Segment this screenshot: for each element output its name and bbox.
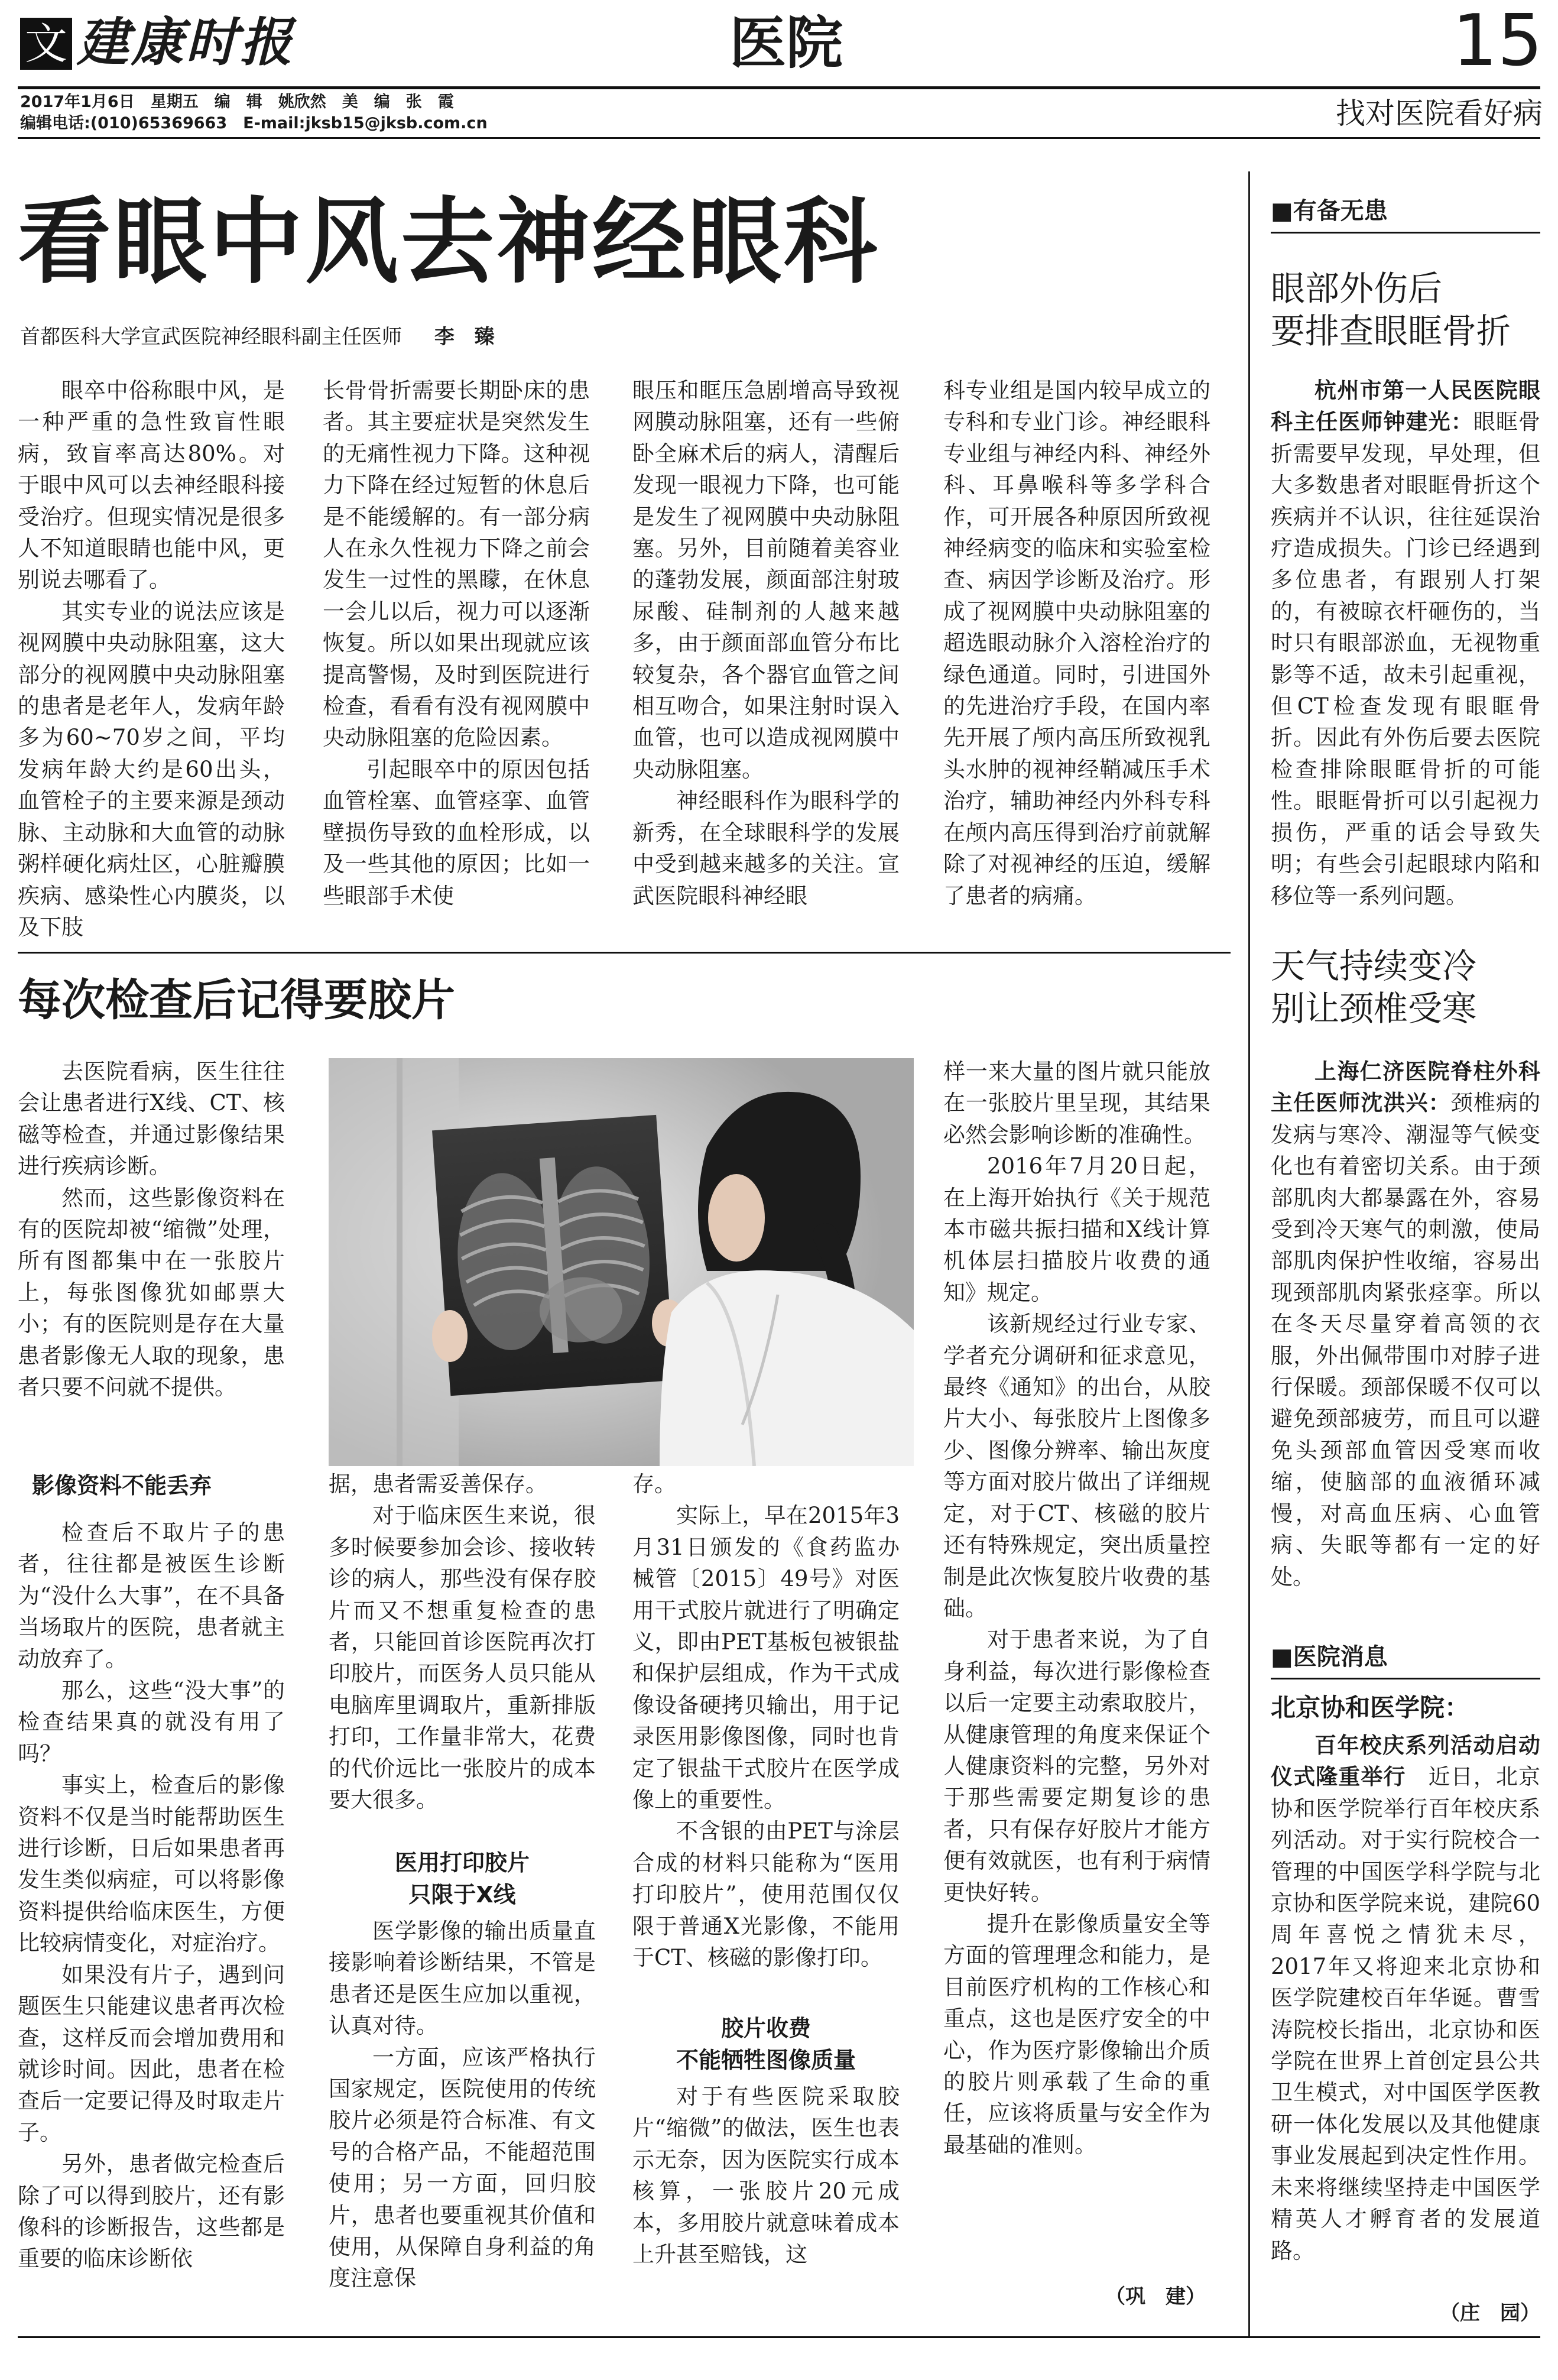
film-paragraph: 对于临床医生来说，很多时候要参加会诊、接收转诊的病人，那些没有保存胶片而又不想重复检查的患者，只能回首诊医院再次打印胶片，而医务人员只能从电脑库里调取片，重新排版打印，工作量非常大，花费的代价远比一张胶片的成本要大很多。 [329, 1503, 596, 1813]
sidebar-item1-body [1271, 375, 1540, 912]
film-paragraph: 医学影像的输出质量直接影响着诊断结果，不管是患者还是医生应加以重视，认真对待。 [329, 1918, 596, 2039]
sidebar-item2-title [1271, 945, 1540, 1030]
main-col-3 [632, 375, 900, 912]
film-paragraph: 样一来大量的图片就只能放在一张胶片里呈现，其结果必然会影响诊断的准确性。 [943, 1059, 1210, 1147]
news-body [1271, 1730, 1540, 2266]
film-col-1b [18, 1517, 285, 2275]
main-col-1 [18, 375, 285, 943]
film-paragraph: 对于有些医院采取胶片“缩微”的做法，医生也表示无奈，因为医院实行成本核算，一张胶片20元成本，多用胶片就意味着成本上升甚至赔钱，这 [632, 2084, 900, 2268]
film-paragraph: 2016年7月20日起，在上海开始执行《关于规范本市磁共振扫描和X线计算机体层扫描胶片收费的通知》规定。 [943, 1153, 1210, 1305]
film-subhead-2 [329, 1847, 596, 1911]
film-subhead-2-line1: 医用打印胶片 [394, 1850, 530, 1876]
film-paragraph: 一方面，应该严格执行国家规定，医院使用的传统胶片必须是符合标准、有文号的合格产品，不能超范围使用；另一方面，回归胶片，患者也要重视其价值和使用，从保障自身利益的角度注意保 [329, 2044, 596, 2291]
main-paragraph: 神经眼科作为眼科学的新秀，在全球眼科学的发展中受到越来越多的关注。宣武医院眼科神经眼 [632, 788, 900, 909]
byline-name: 李 臻 [434, 325, 495, 349]
main-paragraph: 长骨骨折需要长期卧床的患者。其主要症状是突然发生的无痛性视力下降。这种视力下降在经过短暂的休息后是不能缓解的。有一部分病人在永久性视力下降之前会发生一过性的黑矇，在休息一会儿以后，视力可以逐渐恢复。所以如果出现就应该提高警惕，及时到医院进行检查，看看有没有视网膜中央动脉阻塞的危险因素。 [323, 378, 590, 751]
film-subhead-3 [632, 2012, 900, 2076]
sidebar-item1-content: 眼眶骨折需要早发现，早处理，但大多数患者对眼眶骨折这个疾病并不认识，往往延误治疗造成损失。门诊已经遇到多位患者，有跟别人打架的，有被晾衣杆砸伤的，当时只有眼部淤血，无视物重影等不适，故未引起重视，但CT检查发现有眼眶骨折。因此有外伤后要去医院检查排除眼眶骨折的可能性。眼眶骨折可以引起视力损伤，严重的话会导致失明；有些会引起眼球内陷和移位等一系列问题。 [1271, 409, 1541, 909]
date-line: 2017年1月6日 星期五 编 辑 姚欣然 美 编 张 霞 [20, 93, 454, 111]
sidebar-item1-text [1271, 375, 1540, 912]
main-byline [20, 324, 495, 350]
film-paragraph: 提升在影像质量安全等方面的管理理念和能力，是目前医疗机构的工作核心和重点，这也是医疗安全的中心，作为医疗影像输出介质的胶片则承载了生命的重任，应该将质量与安全作为最基础的准则。 [943, 1911, 1210, 2158]
sidebar-item2-lead: 上海仁济医院脊柱外科主任医师沈洪兴： [1271, 1059, 1540, 1116]
film-paragraph: 不含银的由PET与涂层合成的材料只能称为“医用打印胶片”，使用范围仅仅限于普通X光影像，不能用于CT、核磁的影像打印。 [632, 1818, 900, 1971]
news-author: （庄 园） [1440, 2301, 1540, 2325]
film-col-4 [943, 1056, 1210, 2161]
sidebar-item1-title-line2: 要排查眼眶骨折 [1271, 311, 1511, 351]
film-paragraph: 事实上，检查后的影像资料不仅是当时能帮助医生进行诊断，日后如果患者再发生类似病症，可以将影像资料提供给临床医生，方便比较病情变化，对症治疗。 [18, 1772, 285, 1956]
main-paragraph: 引起眼卒中的原因包括血管栓塞、血管痉挛、血管壁损伤导致的血栓形成，以及一些其他的原因；比如一些眼部手术使 [323, 756, 590, 909]
sidebar-item2-text [1271, 1056, 1540, 1593]
film-subhead-3-line2: 不能牺牲图像质量 [676, 2047, 856, 2073]
film-author: （巩 建） [1105, 2285, 1206, 2308]
main-paragraph: 眼卒中俗称眼中风，是一种严重的急性致盲性眼病，致盲率高达80%。对于眼中风可以去神经眼科接受治疗。但现实情况是很多人不知道眼睛也能中风，更别说去哪看了。 [18, 378, 285, 593]
film-col-2b [329, 1915, 596, 2294]
main-col-2 [323, 375, 590, 912]
news-text [1271, 1730, 1540, 2266]
sidebar-divider [1248, 171, 1250, 2336]
sidebar-item1-title [1271, 267, 1540, 352]
page-number: 15 [1452, 0, 1543, 82]
news-org: 北京协和医学院： [1271, 1693, 1470, 1722]
film-headline: 每次检查后记得要胶片 [18, 975, 455, 1026]
byline-affiliation: 首都医科大学宣武医院神经眼科副主任医师 [20, 325, 402, 349]
film-paragraph: 那么，这些“没大事”的检查结果真的就没有用了吗？ [18, 1678, 285, 1766]
xray-photo [329, 1058, 914, 1466]
film-paragraph: 然而，这些影像资料在有的医院却被“缩微”处理，所有图都集中在一张胶片上，每张图像犹如邮票大小；有的医院则是存在大量患者影像无人取的现象，患者只要不问就不提供。 [18, 1185, 285, 1400]
sidebar-item1-lead: 杭州市第一人民医院眼科主任医师钟建光： [1271, 378, 1540, 435]
contact-line: 编辑电话:(010)65369663 E-mail:jksb15@jksb.com.cn [20, 114, 488, 132]
masthead [0, 0, 1558, 142]
film-paragraph: 据，患者需妥善保存。 [329, 1471, 547, 1497]
sidebar-item2-title-line2: 别让颈椎受寒 [1271, 988, 1477, 1029]
sidebar-item2-content: 颈椎病的发病与寒冷、潮湿等气候变化也有着密切关系。由于颈部肌肉大都暴露在外，容易受到冷天寒气的刺激，使局部肌肉保护性收缩，容易出现颈部肌肉紧张痉挛。所以在冬天尽量穿着高领的衣服，外出佩带围巾对脖子进行保暖。颈部保暖不仅可以避免颈部疲劳，而且可以避免头颈部血管因受寒而收缩，使脑部的血液循环减慢，对高血压病、心血管病、失眠等都有一定的好处。 [1271, 1090, 1541, 1590]
film-col-3b [632, 2081, 900, 2270]
sidebar-item2-body [1271, 1056, 1540, 1593]
film-col-2 [329, 1468, 596, 1815]
film-paragraph: 该新规经过行业专家、学者充分调研和征求意见，最终《通知》的出台，从胶片大小、每张胶片上图像多少、图像分辨率、输出灰度等方面对胶片做出了详细规定，对于CT、核磁的胶片还有特殊规定，突出质量控制是此次恢复胶片收费的基础。 [943, 1311, 1210, 1621]
sidebar-rule-1 [1271, 232, 1540, 234]
slogan: 找对医院看好病 [1336, 96, 1543, 131]
sidebar-item2-title-line1: 天气持续变冷 [1271, 946, 1477, 986]
film-subhead-2-line2: 只限于X线 [408, 1882, 516, 1908]
film-subhead-1: 影像资料不能丢弃 [32, 1473, 212, 1499]
paper-name: 建康时报 [77, 12, 295, 73]
main-headline: 看眼中风去神经眼科 [18, 188, 879, 297]
masthead-rule-bottom [18, 137, 1540, 139]
film-paragraph: 另外，患者做完检查后除了可以得到胶片，还有影像科的诊断报告，这些都是重要的临床诊断依 [18, 2151, 285, 2272]
main-paragraph: 科专业组是国内较早成立的专科和专业门诊。神经眼科专业组与神经内科、神经外科、耳鼻喉科等多学科合作，可开展各种原因所致视神经病变的临床和实验室检查、病因学诊断及治疗。形成了视网膜中央动脉阻塞的超选眼动脉介入溶栓治疗的绿色通道。同时，引进国外的先进治疗手段，在国内率先开展了颅内高压所致视乳头水肿的视神经鞘减压手术治疗，辅助神经内外科专科在颅内高压得到治疗前就解除了对视神经的压迫，缓解了患者的病痛。 [943, 378, 1210, 909]
sidebar-rule-2 [1271, 1678, 1540, 1679]
news-title: 百年校庆系列活动启动仪式隆重举行 [1271, 1733, 1540, 1790]
film-col-3 [632, 1468, 900, 1974]
film-paragraph: 如果没有片子，遇到问题医生只能建议患者再次检查，这样反而会增加费用和就诊时间。因此，患者在检查后一定要记得及时取走片子。 [18, 1961, 285, 2145]
article-divider [18, 952, 1231, 954]
bottom-rule [18, 2336, 1540, 2338]
news-content: 近日，北京协和医学院举行百年校庆系列活动。对于实行院校合一管理的中国医学科学院与北京协和医学院来说，建院60周年喜悦之情犹未尽，2017年又将迎来北京协和医学院建校百年华诞。曹雪涛院校长指出，北京协和医学院在世界上首创定县公共卫生模式，对中国医学医教研一体化发展以及其他健康事业发展起到决定性作用。未来将继续坚持走中国医学精英人才孵育者的发展道路。 [1271, 1764, 1541, 2264]
film-subhead-3-line1: 胶片收费 [720, 2015, 811, 2041]
masthead-rule-top [18, 86, 1540, 89]
section-title: 医院 [729, 10, 843, 76]
sidebar-section-1-label: ■有备无患 [1271, 197, 1388, 225]
main-col-4 [943, 375, 1210, 912]
main-paragraph: 眼压和眶压急剧增高导致视网膜动脉阻塞，还有一些俯卧全麻术后的病人，清醒后发现一眼视力下降，也可能是发生了视网膜中央动脉阻塞。另外，目前随着美容业的蓬勃发展，颜面部注射玻尿酸、硅制剂的人越来越多，由于颜面部血管分布比较复杂，各个器官血管之间相互吻合，如果注射时误入血管，也可以造成视网膜中央动脉阻塞。 [632, 378, 900, 782]
film-paragraph: 存。 [632, 1471, 676, 1497]
film-paragraph: 对于患者来说，为了自身利益，每次进行影像检查以后一定要主动索取胶片，从健康管理的角度来保证个人健康资料的完整，另外对于那些需要定期复诊的患者，只有保存好胶片才能方便有效就医，也有利于病情更快好转。 [943, 1627, 1210, 1905]
film-paragraph: 实际上，早在2015年3月31日颁发的《食药监办械管〔2015〕49号》对医用干式胶片就进行了明确定义，即由PET基板包被银盐和保护层组成，作为干式成像设备硬拷贝输出，用于记录医用影像图像，同时也肯定了银盐干式胶片在医学成像上的重要性。 [632, 1503, 900, 1813]
sidebar-item1-title-line1: 眼部外伤后 [1271, 268, 1443, 309]
xray-photo-art [329, 1058, 914, 1466]
film-col-1 [18, 1056, 285, 1403]
film-paragraph: 检查后不取片子的患者，往往都是被医生诊断为“没什么大事”，在不具备当场取片的医院，患者就主动放弃了。 [18, 1520, 285, 1672]
paper-logo-icon: 文 [20, 18, 72, 70]
main-paragraph: 其实专业的说法应该是视网膜中央动脉阻塞，这大部分的视网膜中央动脉阻塞的患者是老年人，发病年龄多为60~70岁之间，平均发病年龄大约是60出头，血管栓子的主要来源是颈动脉、主动脉和大血管的动脉粥样硬化病灶区，心脏瓣膜疾病、感染性心内膜炎，以及下肢 [18, 598, 285, 940]
sidebar-section-2-label: ■医院消息 [1271, 1643, 1388, 1671]
film-paragraph: 去医院看病，医生往往会让患者进行X线、CT、核磁等检查，并通过影像结果进行疾病诊断。 [18, 1059, 285, 1179]
